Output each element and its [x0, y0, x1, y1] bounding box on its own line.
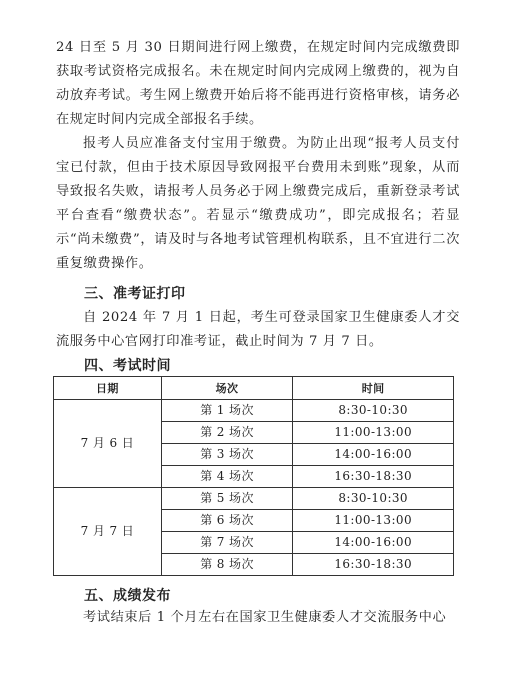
session-cell: 第 5 场次 — [161, 488, 293, 510]
section-heading-results: 五、成绩发布 — [84, 588, 171, 604]
paragraph-alipay-notice: 报考人员应准备支付宝用于缴费。为防止出现“报考人员支付宝已付款，但由于技术原因导致网报平台费用未到账”现象，从而导致报名失败，请报考人员务必于网上缴费完成后，重新登录考试平台查看“缴费状态”。若显示“缴费成功”，即完成报名；若显示“尚未缴费”，请及时与各地考试管理机构联系，且不宜进行二次重复缴费操作。 — [56, 136, 460, 271]
exam-schedule-table — [53, 376, 454, 576]
column-header-time: 时间 — [293, 377, 454, 400]
table-header-row — [54, 377, 454, 400]
session-cell: 第 4 场次 — [161, 466, 293, 488]
table-row — [54, 488, 454, 510]
time-cell: 8:30-10:30 — [293, 488, 454, 510]
time-cell: 14:00-16:00 — [293, 532, 454, 554]
session-cell: 第 3 场次 — [161, 444, 293, 466]
time-cell: 14:00-16:00 — [293, 444, 454, 466]
session-cell: 第 1 场次 — [161, 400, 293, 422]
table-row — [54, 400, 454, 422]
paragraph-admission-ticket: 自 2024 年 7 月 1 日起，考生可登录国家卫生健康委人才交流服务中心官网打印准考证，截止时间为 7 月 7 日。 — [56, 310, 460, 349]
session-cell: 第 7 场次 — [161, 532, 293, 554]
date-cell: 7 月 7 日 — [54, 488, 162, 576]
time-cell: 11:00-13:00 — [293, 422, 454, 444]
column-header-date: 日期 — [54, 377, 162, 400]
section-heading-exam-time: 四、考试时间 — [84, 358, 171, 374]
session-cell: 第 8 场次 — [161, 554, 293, 576]
section-heading-admission-ticket: 三、准考证打印 — [84, 286, 186, 302]
session-cell: 第 2 场次 — [161, 422, 293, 444]
date-cell: 7 月 6 日 — [54, 400, 162, 488]
paragraph-results: 考试结束后 1 个月左右在国家卫生健康委人才交流服务中心 — [83, 610, 447, 625]
time-cell: 8:30-10:30 — [293, 400, 454, 422]
time-cell: 11:00-13:00 — [293, 510, 454, 532]
time-cell: 16:30-18:30 — [293, 466, 454, 488]
session-cell: 第 6 场次 — [161, 510, 293, 532]
paragraph-payment-deadline: 24 日至 5 月 30 日期间进行网上缴费，在规定时间内完成缴费即获取考试资格完成报名。未在规定时间内完成网上缴费的，视为自动放弃考试。考生网上缴费开始后将不能再进行资格审核，请务必在规定时间内完成全部报名手续。 — [56, 40, 460, 127]
column-header-session: 场次 — [161, 377, 293, 400]
time-cell: 16:30-18:30 — [293, 554, 454, 576]
